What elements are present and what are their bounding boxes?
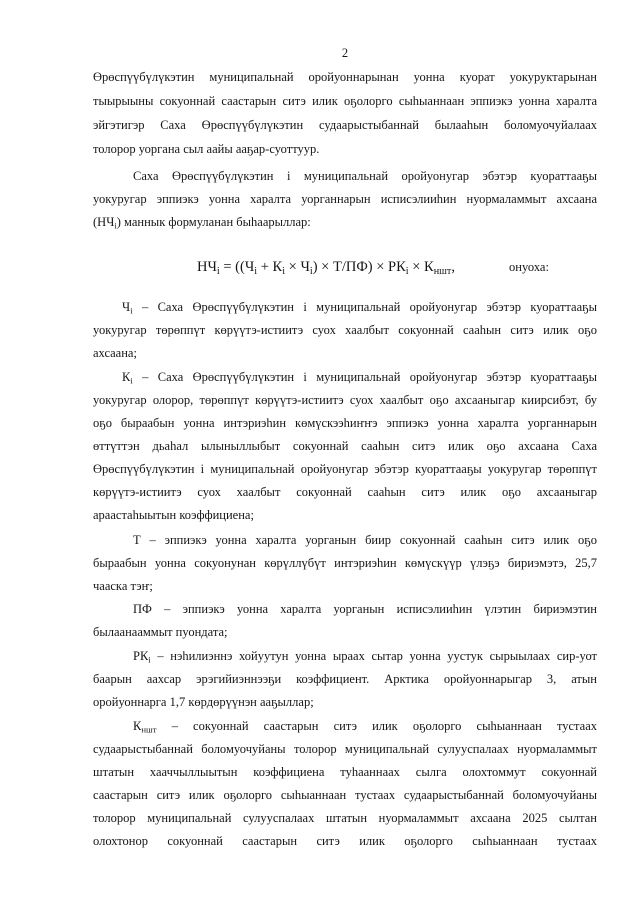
subscript: і	[114, 220, 117, 231]
text-segment: – эппиэкэ уонна харалта уорганын биир сокуоннай сааһын ситэ илик оҕо	[140, 532, 597, 547]
definition-rk	[93, 645, 597, 714]
text-line: араастаһыытын коэффициена;	[93, 507, 254, 522]
definition-knsht	[93, 715, 597, 853]
symbol: К	[133, 718, 142, 733]
subscript: ншт	[433, 266, 452, 278]
text-line: өттүттэн дьаһал ылыныллыбыт сокуоннай сааһын ситэ илик оҕо ахсаана Саха	[93, 438, 597, 453]
definition-first-line	[93, 366, 597, 389]
subscript: і	[130, 375, 133, 386]
formula-term: ,	[451, 259, 455, 275]
text-line: тыырыыны сокуоннай саастарын ситэ илик оҕолорго сыһыаннаан эппиэкэ уонна харалта	[93, 94, 597, 108]
text-line: баарын аахсар эрэгийиэннээҕи коэффициент. Арктика оройуоннарыгар 3, атын	[93, 671, 597, 686]
definition-first-line	[93, 715, 597, 738]
text-line: олохтонор сокуоннай саастарын ситэ илик оҕолорго сыһыаннаан тустаах	[93, 833, 597, 848]
definition-pf	[93, 598, 597, 644]
definition-first-line	[93, 296, 597, 319]
text-line: уокуругар төрөппүт көрүүтэ-истиитэ суох хаалбыт сокуоннай сааһын ситэ илик оҕо	[93, 322, 597, 337]
subscript: і	[405, 266, 409, 278]
symbol: Ч	[122, 299, 131, 314]
text-line: эйгэтигэр Саха Өрөспүүбүлүкэтин судаарыстыбаннай былааһын боломуочуйалаах	[93, 118, 597, 132]
text-line: ахсаана;	[93, 345, 137, 360]
definition-t	[93, 529, 597, 598]
subscript: і	[254, 266, 258, 278]
formula-term: + К	[257, 259, 283, 275]
text-line: штатын хааччыллыытын коэффициена туһааннаах сылга олохтоммут сокуоннай	[93, 764, 597, 779]
text-segment: – сокуоннай саастарын ситэ илик оҕолорго сыһыаннаан тустаах	[156, 718, 597, 733]
definition-first-line	[93, 645, 597, 668]
subscript: ншт	[141, 724, 157, 735]
subscript: і	[309, 266, 313, 278]
text-line	[93, 211, 597, 234]
formula-term: × Ч	[285, 259, 310, 275]
symbol: РК	[133, 648, 149, 663]
text-segment: – Саха Өрөспүүбүлүкэтин і муниципальнай оройуонугар эбэтэр куораттааҕы	[132, 299, 597, 314]
formula-term: ) × Т/ПФ) × РК	[312, 259, 406, 275]
text-line: толорор уоргана сыл аайы ааҕар-суоттуур.	[93, 142, 320, 156]
text-line: оҕо быраабын уонна интэриэһин көмүскээһиҥҥэ эппиэкэ уонна харалта уорганнарын	[93, 415, 597, 430]
formula	[197, 255, 455, 279]
definition-first-line	[93, 529, 597, 552]
formula-term: = ((Ч	[219, 259, 255, 275]
text-line: оройуоннарга 1,7 көрдөрүүнэн ааҕыллар;	[93, 694, 314, 709]
definition-ch	[93, 296, 597, 365]
text-segment: – нэһилиэннэ хойуутун уонна ыраах сытар уонна уустук сырыылаах сир-уот	[150, 648, 597, 663]
page-number: 2	[341, 46, 349, 60]
text-segment: – Саха Өрөспүүбүлүкэтин і муниципальнай оройуонугар эбэтэр куораттааҕы	[132, 369, 597, 384]
method-paragraph	[93, 165, 597, 234]
symbol: К	[122, 369, 131, 384]
text-segment: (НЧ	[93, 214, 115, 229]
text-line: былаанааммыт пуондата;	[93, 624, 228, 639]
subscript: і	[216, 266, 220, 278]
intro-paragraph	[93, 65, 597, 161]
text-line: быраабын уонна сокуонунан көрүллүбүт интэриэһин көмүскүүр үлэҕэ бириэмэтэ, 25,7	[93, 555, 597, 570]
text-line: судаарыстыбаннай боломуочуйаны толорор муниципальнай сулууспалаах нуормаламмыт	[93, 741, 597, 756]
definition-first-line	[93, 598, 597, 621]
formula-note: онуоха:	[509, 260, 549, 274]
text-line: Өрөспүүбүлүкэтин і муниципальнай оройуонугар эбэтэр куораттааҕы уокуругар төрөппүт	[93, 461, 597, 476]
symbol: ПФ	[133, 601, 152, 616]
text-line: уокуругар олорор, төрөппүт көрүүтэ-истиитэ суох хаалбыт оҕо ахсааныгар киирсибэт, бу	[93, 392, 597, 407]
formula-term: × К	[408, 259, 434, 275]
text-line: уокуругар эппиэкэ уонна харалта уорганнарын исписэлииһин нуормаламмыт ахсаана	[93, 191, 597, 206]
symbol: Т	[133, 532, 141, 547]
text-line: чааска тэҥ;	[93, 578, 153, 593]
text-line: Өрөспүүбүлүкэтин муниципальнай оройуоннарынан уонна куорат уокуруктарынан	[93, 70, 597, 84]
text-line: Саха Өрөспүүбүлүкэтин і муниципальнай оройуонугар эбэтэр куораттааҕы	[133, 168, 597, 183]
subscript: і	[130, 305, 133, 316]
subscript: і	[148, 654, 151, 665]
text-segment: – эппиэкэ уонна харалта уорганын исписэлииһин үлэтин бириэмэтин	[151, 601, 597, 616]
formula-term: НЧ	[197, 259, 217, 275]
text-line: саастарын ситэ илик оҕолорго сыһыаннаан тустаах судаарыстыбаннай боломуочуйаны	[93, 787, 597, 802]
text-line: толорор муниципальнай сулууспалаах штатын нуормаламмыт ахсаана 2025 сылтан	[93, 810, 597, 825]
subscript: і	[282, 266, 286, 278]
text-line: көрүүтэ-истиитэ суох хаалбыт сокуоннай сааһын ситэ илик оҕо ахсааныгар	[93, 484, 597, 499]
definition-k	[93, 366, 597, 527]
text-segment: ) маннык формуланан быһаарыллар:	[116, 214, 311, 229]
